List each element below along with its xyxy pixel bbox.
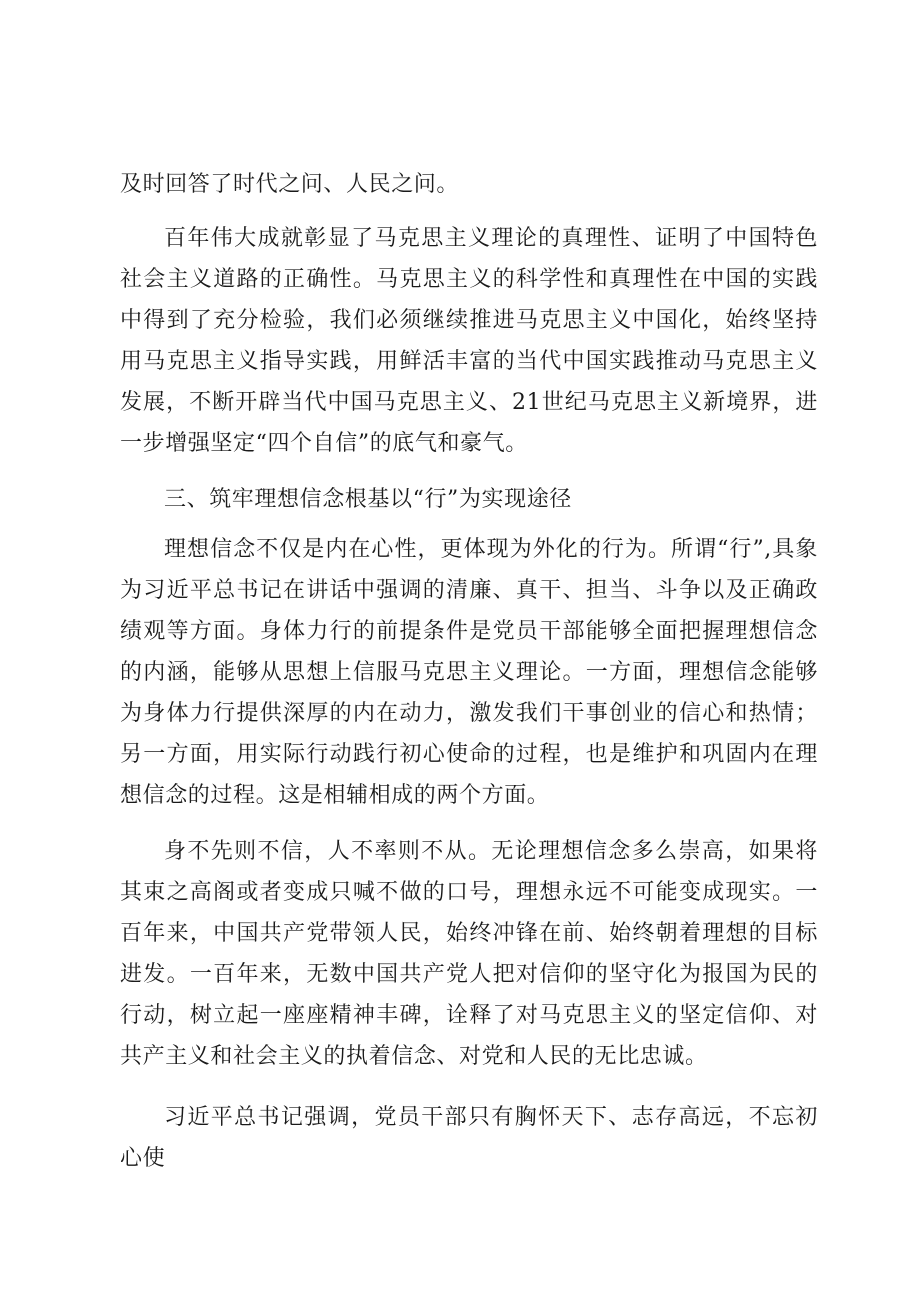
- paragraph-ideals-and-action: [120, 529, 818, 816]
- paragraph-text: 身不先则不信，人不率则不从。无论理想信念多么崇高，如果将其束之高阁或者变成只喊不做的口号，理想永远不可能变成现实。一百年来，中国共产党带领人民，始终冲锋在前、始终朝着理想的目标进发。一百年来，无数中国共产党人把对信仰的坚守化为报国为民的行动，树立起一座座精神丰碑，诠释了对马克思主义的坚定信仰、对共产主义和社会主义的执着信念、对党和人民的无比忠诚。: [120, 839, 818, 1069]
- section-heading-text: 三、筑牢理想信念根基以“行”为实现途径: [164, 487, 572, 512]
- paragraph-text: 百年伟大成就彰显了马克思主义理论的真理性、证明了中国特色社会主义道路的正确性。马克思主义的科学性和真理性在中国的实践中得到了充分检验，我们必须继续推进马克思主义中国化，始终坚持用马克思主义指导实践，用鲜活丰富的当代中国实践推动马克思主义发展，不断开辟当代中国马克思主义、21世纪马克思主义新境界，进一步增强坚定“四个自信”的底气和豪气。: [120, 226, 818, 456]
- paragraph-xi-emphasis: [120, 1097, 818, 1179]
- paragraph-lead-by-example: [120, 831, 818, 1077]
- paragraph-truth-of-marxism: [120, 218, 818, 464]
- paragraph-text: 理想信念不仅是内在心性，更体现为外化的行为。所谓“行”,具象为习近平总书记在讲话中强调的清廉、真干、担当、斗争以及正确政绩观等方面。身体力行的前提条件是党员干部能够全面把握理想信念的内涵，能够从思想上信服马克思主义理论。一方面，理想信念能够为身体力行提供深厚的内在动力，激发我们干事创业的信心和热情；另一方面，用实际行动践行初心使命的过程，也是维护和巩固内在理想信念的过程。这是相辅相成的两个方面。: [120, 537, 818, 808]
- paragraph-text: 习近平总书记强调，党员干部只有胸怀天下、志存高远，不忘初心使: [120, 1105, 818, 1171]
- paragraph-continuation: [120, 164, 818, 205]
- paragraph-text: 及时回答了时代之问、人民之问。: [120, 172, 460, 197]
- section-heading: [120, 479, 818, 520]
